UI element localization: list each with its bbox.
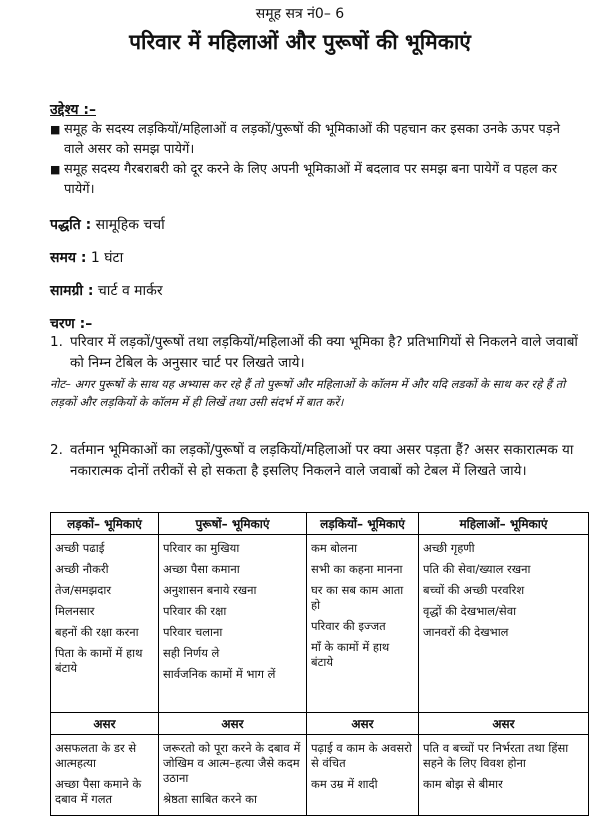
effect-header-row [51,713,589,735]
objective-item [50,160,578,200]
list-item: पिता के कामों में हाथ बंटाये [55,646,143,675]
list-item: कम उम्र में शादी [311,777,378,791]
list-item: तेज/समझदार [55,583,112,597]
step-text: वर्तमान भूमिकाओं का लड़कों/पुरूषों व लड़कियों/महिलाओं पर क्या असर पड़ता हैं? असर सकारात्मक या नकारात्मक दोनों तरीकों से हो सकता है इसलिए निकलने वाले जवाबों को टेबल में लिखते जाये। [70,442,574,479]
list-item: अच्छा पैसा कमाना [163,562,240,576]
list-item: असफलता के डर से आत्महत्या [55,741,137,770]
list-item: परिवार चलाना [163,625,223,639]
objective-heading: उद्देश्य :– [50,102,96,118]
effect-header: असर [307,713,419,735]
list-item: अच्छा पैसा कमाने के दबाव में गलत [55,777,142,806]
list-item: अच्छी पढाई [55,541,105,555]
list-item: जरूरतो को पूरा करने के दबाव में जोखिम व आत्म–हत्या जैसे कदम उठाना [163,741,301,785]
roles-table [50,512,589,816]
list-item: अनुशासन बनाये रखना [163,583,257,597]
material-row [50,281,163,300]
objective-text: समूह सदस्य गैरबराबरी को दूर करने के लिए अपनी भूमिकाओं में बदलाव पर समझ बना पायेगें व पहल कर पायेगें। [64,162,558,197]
effects-cell-boys [51,735,159,816]
column-header: महिलाओं– भूमिकाएं [419,513,589,535]
step-1 [50,332,585,374]
list-item: परिवार का मुखिया [163,541,240,555]
method-row [50,215,165,234]
page-title: परिवार में महिलाओं और पुरूषों की भूमिकाएं [129,30,471,54]
list-item: पति की सेवा/ख्याल रखना [423,562,531,576]
time-value: 1 घंटा [90,250,124,266]
session-number: समूह सत्र नं0– 6 [255,6,345,22]
effect-header: असर [419,713,589,735]
list-item: बच्चों की अच्छी परवरिश [423,583,525,597]
list-item: वृद्धों की देखभाल/सेवा [423,604,517,618]
effects-cell-women [419,735,589,816]
time-label: समय : [50,250,87,266]
list-item: सभी का कहना मानना [311,562,403,576]
list-item: पति व बच्चों पर निर्भरता तथा हिंसा सहने के लिए विवश होना [423,741,569,770]
objective-list [50,120,578,200]
column-header: लड़कियों– भूमिकाएं [307,513,419,535]
step-note: नोट– अगर पुरूषों के साथ यह अभ्यास कर रहे हैं तो पुरूषों और महिलाओं के कॉलम में और यदि लडकों के साथ कर रहे हैं तो लड़कों और लड़कियों के कॉलम में ही लिखें तथा उसी संदर्भ में बात करें। [50,377,566,409]
roles-cell-girls [307,535,419,713]
list-item: सार्वजनिक कामों में भाग लें [163,667,276,681]
roles-cell-women [419,535,589,713]
column-header: पुरूषों– भूमिकाएं [159,513,307,535]
effects-cell-men [159,735,307,816]
list-item: जानवरों की देखभाल [423,625,509,639]
list-item: मिलनसार [55,604,95,618]
objective-text: समूह के सदस्य लड़कियों/महिलाओं व लड़कों/पुरूषों की भूमिकाओं की पहचान कर इसका उनके ऊपर पड़ने वाले असर को समझ पायेगें। [64,122,560,157]
bullet-icon: ■ [50,163,61,176]
roles-cell-boys [51,535,159,713]
method-value: सामूहिक चर्चा [95,217,165,233]
material-label: सामग्री : [50,283,94,299]
method-label: पद्धति : [50,217,92,233]
table-header-row [51,513,589,535]
effect-header: असर [51,713,159,735]
column-header: लड़कों– भूमिकाएं [51,513,159,535]
list-item: अच्छी नौकरी [55,562,109,576]
table-row [51,735,589,816]
list-item: मॉं के कामों में हाथ बंटाये [311,640,390,669]
objective-item [50,120,578,160]
effect-header: असर [159,713,307,735]
step-number: 1. [50,334,63,350]
list-item: घर का सब काम आता हो [311,583,404,612]
step-2 [50,440,585,482]
material-value: चार्ट व मार्कर [97,283,163,299]
step-number: 2. [50,442,63,458]
list-item: बहनों की रक्षा करना [55,625,139,639]
list-item: पढ़ाई व काम के अवसरो से वंचित [311,741,412,770]
list-item: श्रेष्ठता साबित करने का [163,792,257,806]
roles-cell-men [159,535,307,713]
list-item: परिवार की रक्षा [163,604,227,618]
time-row [50,248,123,267]
bullet-icon: ■ [50,123,61,136]
list-item: अच्छी गृहणी [423,541,475,555]
list-item: काम बोझ से बीमार [423,777,503,791]
effects-cell-girls [307,735,419,816]
list-item: परिवार की इज्जत [311,619,386,633]
steps-heading: चरण :– [50,316,93,332]
list-item: सही निर्णय ले [163,646,220,660]
table-row [51,535,589,713]
list-item: कम बोलना [311,541,358,555]
step-text: परिवार में लड़कों/पुरूषों तथा लड़कियों/महिलाओं की क्या भूमिका है? प्रतिभागियों से निकलने वाले जवाबों को निम्न टेबिल के अनुसार चार्ट पर लिखते जाये। [70,334,578,371]
